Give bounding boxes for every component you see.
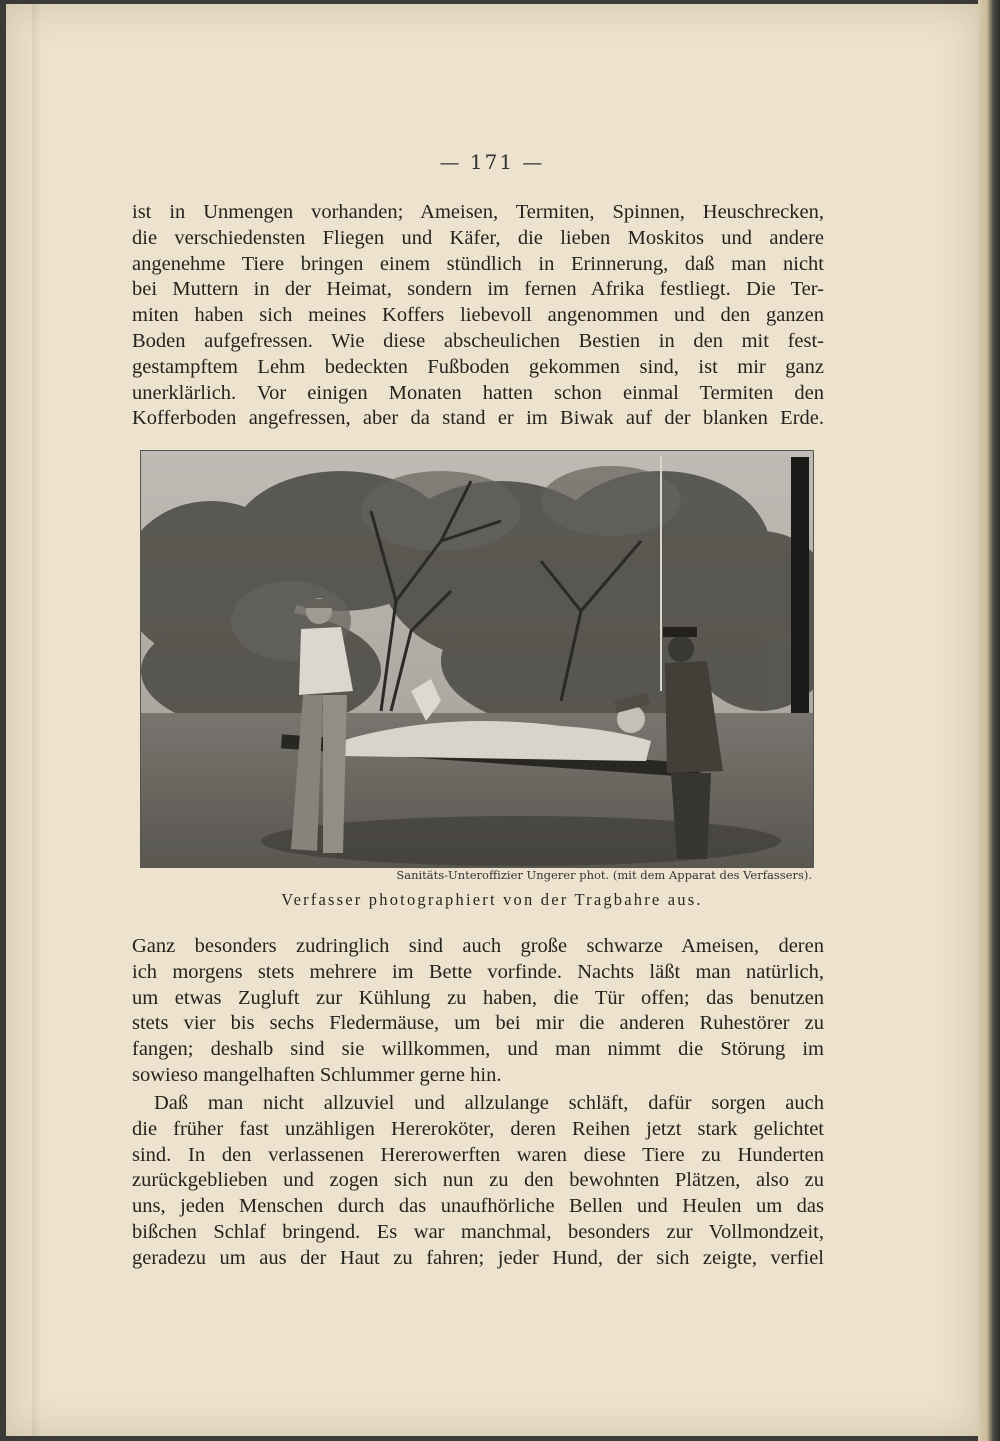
- text-line: Boden aufgefressen. Wie diese abscheulichen Bestien in den mit fest-: [132, 329, 824, 352]
- text-line: miten haben sich meines Koffers liebevoll angenommen und den ganzen: [132, 304, 824, 327]
- text-line: ich morgens stets mehrere im Bette vorfinde. Nachts läßt man natürlich,: [132, 960, 824, 983]
- text-line: Daß man nicht allzuviel und allzulange schläft, dafür sorgen auch: [154, 1092, 824, 1114]
- text-line: die verschiedensten Fliegen und Käfer, die lieben Moskitos und andere: [132, 226, 824, 249]
- text-line: sind. In den verlassenen Hererowerften waren diese Tiere zu Hunderten: [132, 1143, 824, 1166]
- stretcher-photograph: [140, 450, 814, 868]
- text-line: Kofferboden angefressen, aber da stand er im Biwak auf der blanken Erde.: [132, 407, 824, 430]
- text-line: uns, jeden Menschen durch das unaufhörliche Bellen und Heulen um das: [132, 1195, 824, 1218]
- text-line: unerklärlich. Vor einigen Monaten hatten schon einmal Termiten den: [132, 381, 824, 404]
- page-binding-shadow: [32, 4, 42, 1436]
- text-line: ist in Unmengen vorhanden; Ameisen, Termiten, Spinnen, Heuschrecken,: [132, 201, 824, 223]
- page-number: — 171 —: [439, 150, 545, 174]
- book-page: [6, 4, 978, 1436]
- photo-caption: Verfasser photographiert von der Tragbahre aus.: [281, 890, 703, 909]
- text-line: sowieso mangelhaften Schlummer gerne hin.: [132, 1063, 502, 1086]
- text-line: zurückgeblieben und zogen sich nun zu den bewohnten Plätzen, also zu: [132, 1169, 824, 1192]
- text-line: gestampftem Lehm bedeckten Fußboden gekommen sind, ist mir ganz: [132, 355, 824, 378]
- photo-illustration: [141, 451, 813, 867]
- text-line: bei Muttern in der Heimat, sondern im fernen Afrika festliegt. Die Ter-: [132, 278, 824, 301]
- text-line: geradezu um aus der Haut zu fahren; jeder Hund, der sich zeigte, verfiel: [132, 1246, 824, 1269]
- text-line: Ganz besonders zudringlich sind auch große schwarze Ameisen, deren: [132, 935, 824, 957]
- text-line: um etwas Zugluft zur Kühlung zu haben, die Tür offen; das benutzen: [132, 986, 824, 1009]
- paragraph-3: [132, 1091, 824, 1272]
- photo-credit: Sanitäts-Unteroffizier Ungerer phot. (mit dem Apparat des Verfassers).: [396, 868, 812, 882]
- text-line: fangen; deshalb sind sie willkommen, und man nimmt die Störung im: [132, 1038, 824, 1061]
- paragraph-2: [132, 934, 824, 1089]
- text-line: bißchen Schlaf bringend. Es war manchmal, besonders zur Vollmondzeit,: [132, 1220, 824, 1243]
- paragraph-1: [132, 200, 824, 432]
- text-line: die früher fast unzähligen Hereroköter, deren Reihen jetzt stark gelichtet: [132, 1117, 824, 1140]
- book-edge: [978, 0, 1000, 1441]
- text-line: stets vier bis sechs Fledermäuse, um bei mir die anderen Ruhestörer zu: [132, 1012, 824, 1035]
- text-line: angenehme Tiere bringen einem stündlich in Erinnerung, daß man nicht: [132, 252, 824, 275]
